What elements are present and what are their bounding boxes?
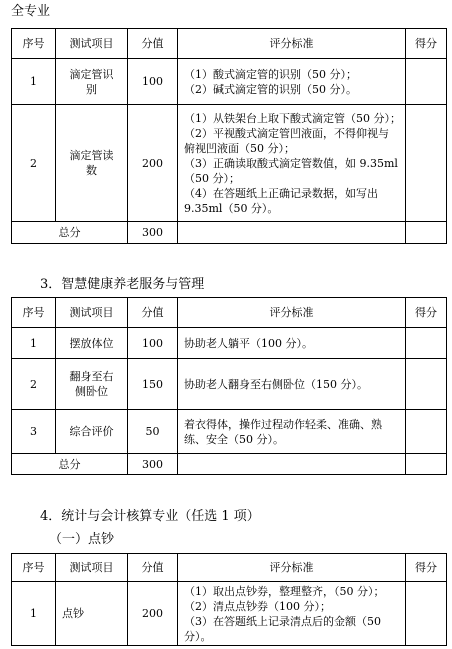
row-score: 200 [128,582,178,646]
header-no: 序号 [12,298,56,328]
total-criteria [178,454,406,475]
row-criteria: （1）取出点钞券，整理整齐，（50 分）； （2）清点点钞券（100 分）； （3）在答题纸上记录清点后的金额（50 分）。 [178,582,406,646]
total-earned[interactable] [406,454,447,475]
header-item: 测试项目 [56,29,128,59]
row-criteria: 着衣得体，操作过程动作轻柔、准确、熟 练、安全（50 分）。 [178,410,406,454]
header-criteria: 评分标准 [178,554,406,582]
row-no: 2 [12,359,56,410]
total-label: 总分 [12,454,128,475]
header-earned: 得分 [406,29,447,59]
row-score: 50 [128,410,178,454]
table-row [12,359,447,410]
row-item: 点钞 [56,582,128,646]
row-criteria: 协助老人翻身至右侧卧位（150 分）。 [178,359,406,410]
row-item: 翻身至右 侧卧位 [56,359,128,410]
total-row [12,222,447,244]
header-earned: 得分 [406,298,447,328]
section-title-4: 4．统计与会计核算专业（任选 1 项） [40,509,260,524]
total-label: 总分 [12,222,128,244]
row-earned[interactable] [406,410,447,454]
row-item: 综合评价 [56,410,128,454]
score-table-top [11,28,447,244]
header-no: 序号 [12,29,56,59]
row-score: 100 [128,328,178,359]
total-earned[interactable] [406,222,447,244]
table-row [12,582,447,646]
row-earned[interactable] [406,359,447,410]
row-item: 滴定管识 别 [56,59,128,105]
row-criteria: 协助老人躺平（100 分）。 [178,328,406,359]
row-criteria: （1）酸式滴定管的识别（50 分）； （2）碱式滴定管的识别（50 分）。 [178,59,406,105]
row-criteria: （1）从铁架台上取下酸式滴定管（50 分）； （2）平视酸式滴定管凹液面，不得仰视与 俯视凹液面（50 分）； （3）正确读取酸式滴定管数值，如 9.35ml （50 分）； （4）在答题纸上正确记录数据，如写出 9.35ml（50 分）。 [178,105,406,222]
row-earned[interactable] [406,328,447,359]
row-item: 滴定管读 数 [56,105,128,222]
row-score: 150 [128,359,178,410]
total-value: 300 [128,454,178,475]
row-earned[interactable] [406,582,447,646]
row-score: 200 [128,105,178,222]
total-value: 300 [128,222,178,244]
row-no: 1 [12,582,56,646]
section-title-top: 全专业 [11,4,51,19]
table-row [12,410,447,454]
score-table-3 [11,297,447,475]
score-table-4 [11,553,447,646]
header-criteria: 评分标准 [178,298,406,328]
table-row [12,59,447,105]
header-earned: 得分 [406,554,447,582]
row-score: 100 [128,59,178,105]
table-row [12,328,447,359]
table-row [12,105,447,222]
row-earned[interactable] [406,59,447,105]
total-row [12,454,447,475]
section-subtitle-4: （一）点钞 [49,532,115,547]
section-title-3: 3．智慧健康养老服务与管理 [40,277,205,292]
header-score: 分值 [128,298,178,328]
row-no: 3 [12,410,56,454]
header-score: 分值 [128,29,178,59]
row-no: 2 [12,105,56,222]
row-no: 1 [12,328,56,359]
row-no: 1 [12,59,56,105]
header-no: 序号 [12,554,56,582]
row-item: 摆放体位 [56,328,128,359]
header-criteria: 评分标准 [178,29,406,59]
header-item: 测试项目 [56,554,128,582]
total-criteria [178,222,406,244]
header-score: 分值 [128,554,178,582]
row-earned[interactable] [406,105,447,222]
header-item: 测试项目 [56,298,128,328]
